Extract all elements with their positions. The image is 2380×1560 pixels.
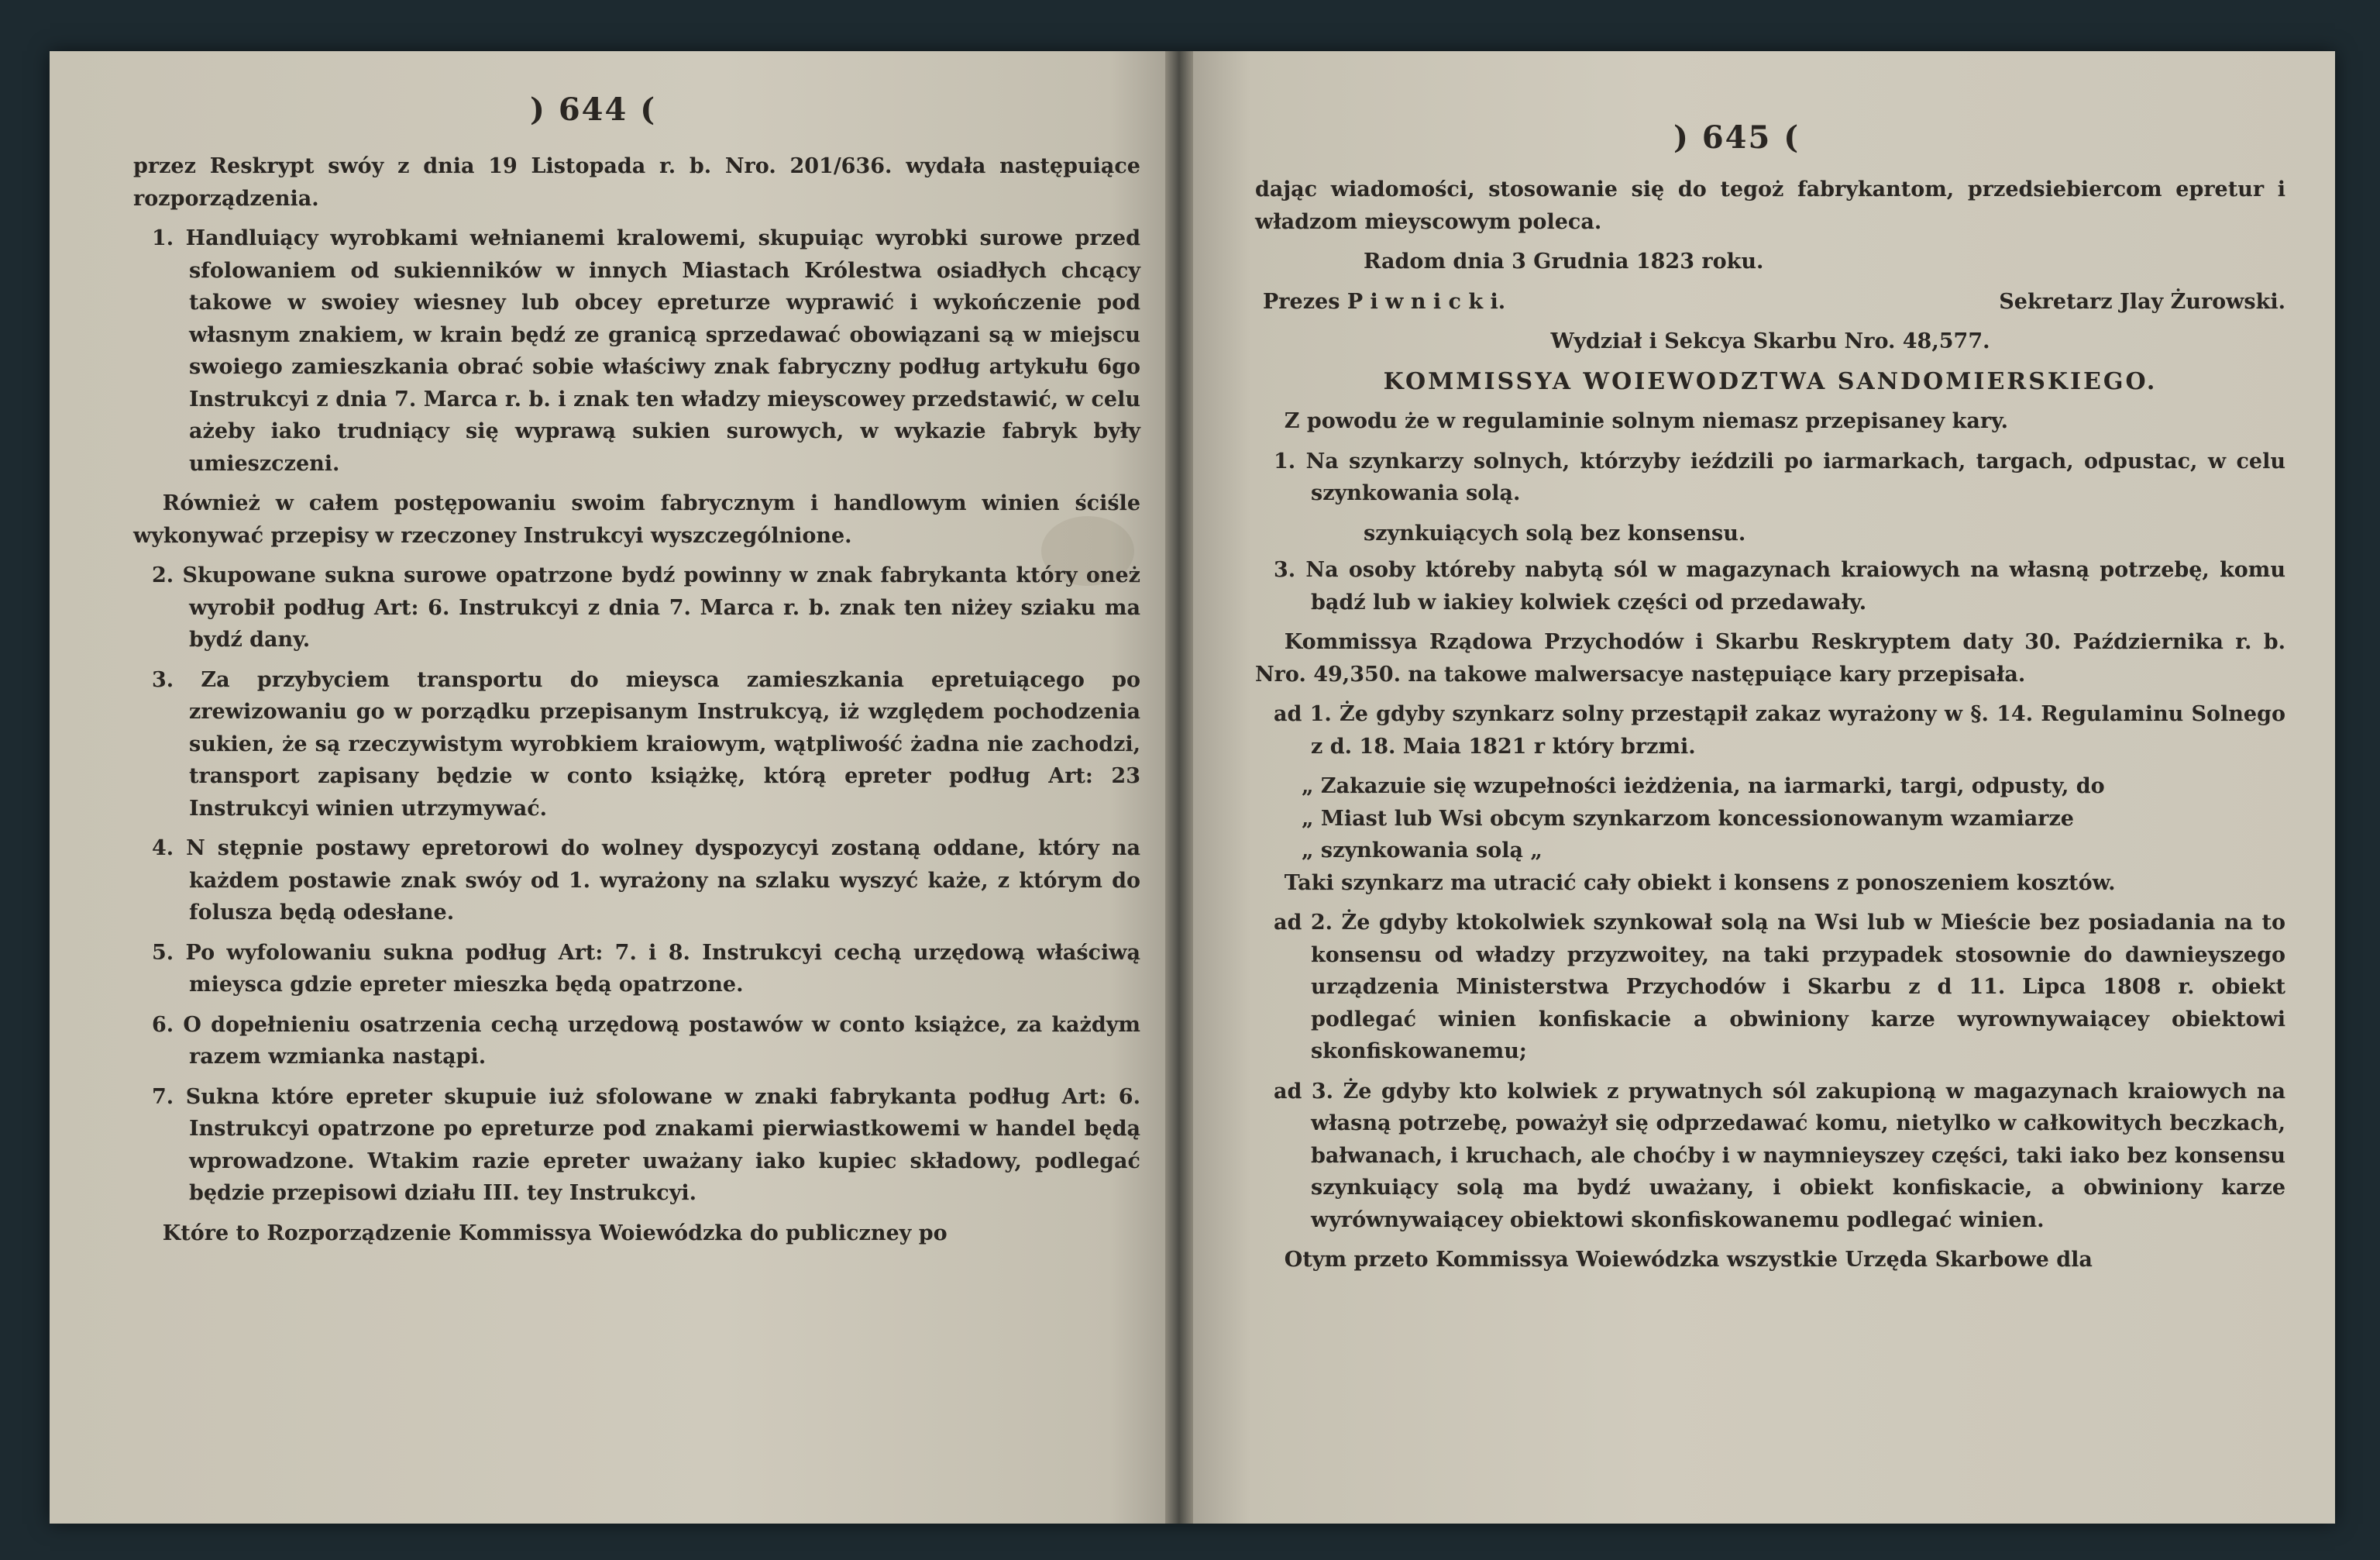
paragraph: Które to Rozporządzenie Kommissya Woiewódzka do publiczney po [162,1221,948,1245]
paragraph: Kommissya Rządowa Przychodów i Skarbu Reskryptem daty 30. Października r. b. Nro. 49,350. na takowe malwersacye następuiące kary przepisała. [1255,630,2285,687]
page-number: ) 645 ( [1673,119,1800,156]
paragraph: dając wiadomości, stosowanie się do tegoż fabrykantom, przedsiebiercom epretur i władzom mieyscowym poleca. [1255,177,2285,234]
paragraph: Otym przeto Kommissya Woiewódzka wszystkie Urzęda Skarbowe dla [1284,1248,2093,1272]
left-page [50,51,1165,1524]
numbered-paragraph: 3. Za przybyciem transportu do mieysca zamieszkania epretuiącego po zrewizowaniu go w porządku przepisanym Instrukcyą, iż względem pochodzenia sukien, że są rzeczywistym wyrobkiem kraiowym, wątpliwość żadna nie zachodzi, transport zapisany będzie w conto książkę, którą epreter podług Art: 23 Instrukcyi winien utrzymywać. [152,667,1140,821]
page-body [1255,174,2285,1284]
numbered-paragraph: 3. Na osoby któreby nabytą sól w magazynach kraiowych na własną potrzebę, komu bądź lub w iakiey kolwiek części od przedawały. [1274,558,2285,615]
date-line: Radom dnia 3 Grudnia 1823 roku. [1364,250,1764,274]
paragraph: Z powodu że w regulaminie solnym niemasz przepisaney kary. [1284,409,2009,433]
numbered-paragraph: 4. N stępnie postawy epretorowi do wolney dyspozycyi zostaną oddane, który na każdem postawie znak swóy od 1. wyrażony na szlaku wyszyć każe, z którym do folusza będą odesłane. [152,836,1140,925]
signature-row [1255,286,2285,319]
paragraph: Taki szynkarz ma utracić cały obiekt i konsens z ponoszeniem kosztów. [1284,870,2116,895]
numbered-paragraph: 5. Po wyfolowaniu sukna podług Art: 7. i 8. Instrukcyi cechą urzędową właściwą mieysca gdzie epreter mieszka będą opatrzone. [152,940,1140,997]
numbered-paragraph: 6. O dopełnieniu osatrzenia cechą urzędową postawów w conto książce, za każdym razem wzmianka nastąpi. [152,1012,1140,1069]
right-page [1193,51,2335,1524]
numbered-paragraph: ad 3. Że gdyby kto kolwiek z prywatnych sól zakupioną w magazynach kraiowych na własną potrzebę, poważył się odprzedawać komu, nietylko w całkowitych beczkach, bałwanach, i kruchach, ale choćby i w naymnieyszey części, taki iako bez konsensu szynkuiący solą ma bydź uważany, i obiekt konfiskacie, a obwiniony karze wyrównywaiącey obiektowi skonfiskowanemu podlegać winien. [1274,1079,2285,1232]
quoted-line: „ Zakazuie się wzupełności ieżdżenia, na iarmarki, targi, odpusty, do [1302,774,2105,798]
numbered-paragraph: 1. Na szynkarzy solnych, którzyby ieździli po iarmarkach, targach, odpustac, w celu szynkowania solą. [1274,449,2285,505]
book-gutter [1165,51,1193,1524]
department-line: Wydział i Sekcya Skarbu Nro. 48,577. [1550,329,1990,353]
numbered-paragraph: 2. Skupowane sukna surowe opatrzone bydź powinny w znak fabrykanta który oneż wyrobił podług Art: 6. Instrukcyi z dnia 7. Marca r. b. znak ten niżey sziaku ma bydź dany. [152,563,1140,652]
quoted-line: „ Miast lub Wsi obcym szynkarzom koncessionowanym wzamiarze [1302,806,2074,831]
numbered-paragraph: ad 2. Że gdyby ktokolwiek szynkował solą na Wsi lub w Mieście bez posiadania na to konsensu od władzy przyzwoitey, na taki przypadek stosownie do dawnieyszego urządzenia Ministerstwa Przychodów i Skarbu z d 11. Lipca 1808 r. obiekt podlegać winien konfiskacie a obwiniony karze wyrownywaiącey obiektowi skonfiskowanemu; [1274,911,2285,1063]
paragraph: Również w całem postępowaniu swoim fabrycznym i handlowym winien ściśle wykonywać przepisy w rzeczoney Instrukcyi wyszczególnione. [133,491,1140,548]
paragraph: przez Reskrypt swóy z dnia 19 Listopada r. b. Nro. 201/636. wydała następuiące rozporządzenia. [133,154,1140,211]
numbered-paragraph: 7. Sukna które epreter skupuie iuż sfolowane w znaki fabrykanta podług Art: 6. Instrukcyi opatrzone po epreturze pod znakami pierwiastkowemi w handel będą wprowadzone. Wtakim razie epreter uważany iako kupiec składowy, podlegać będzie przepisowi działu III. tey Instrukcyi. [152,1084,1140,1205]
president-signature: Prezes P i w n i c k i. [1263,289,1506,314]
page-body [133,150,1140,1257]
book-spread [50,51,2335,1524]
quoted-line: „ szynkowania solą „ [1302,839,1543,863]
section-heading: KOMMISSYA WOIEWODZTWA SANDOMIERSKIEGO. [1383,367,2158,395]
sub-paragraph: szynkuiących solą bez konsensu. [1364,521,1746,546]
page-number: ) 644 ( [530,91,657,128]
secretary-signature: Sekretarz Jlay Żurowski. [1999,289,2285,314]
numbered-paragraph: 1. Handluiący wyrobkami wełnianemi kralowemi, skupuiąc wyrobki surowe przed sfolowaniem od sukienników w innych Miastach Królestwa osiadłych chcący takowe w swoiey wiesney lub obcey epreturze wyprawić i wykończenie pod własnym znakiem, w krain będź ze granicą sprzedawać obowiązani są w miejscu swoiego zamieszkania obrać sobie właściwy znak fabryczny podług artykułu 6go Instrukcyi z dnia 7. Marca r. b. i znak ten władzy mieyscowey przedstawić, w celu ażeby iako trudniący się wyprawą sukien surowych, w wykazie fabryk były umieszczeni. [152,226,1140,476]
numbered-paragraph: ad 1. Że gdyby szynkarz solny przestąpił zakaz wyrażony w §. 14. Regulaminu Solnego z d. 18. Maia 1821 r który brzmi. [1274,702,2285,759]
